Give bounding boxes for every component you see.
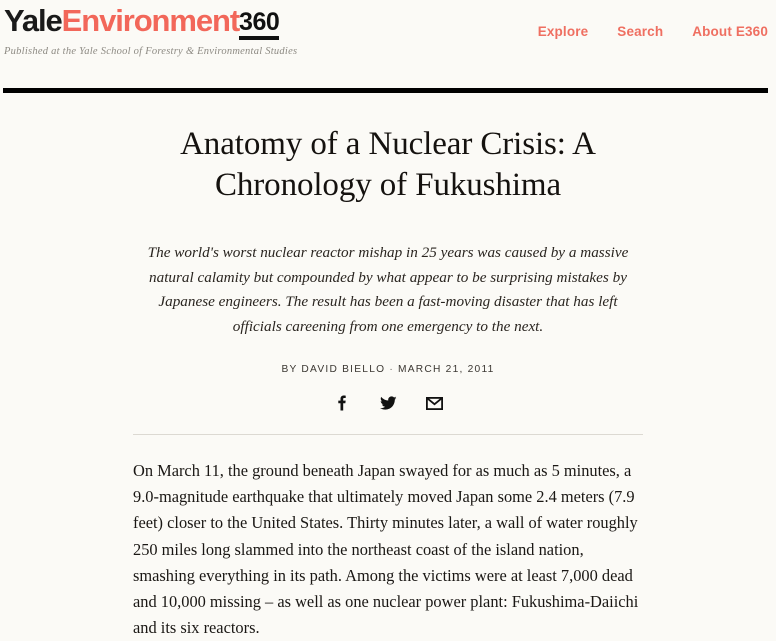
nav-link-search[interactable]: Search bbox=[617, 24, 664, 39]
share-row bbox=[133, 394, 643, 412]
article-container bbox=[133, 89, 643, 641]
page-title: Anatomy of a Nuclear Crisis: A Chronology of Fukushima bbox=[180, 126, 596, 203]
site-tagline: Published at the Yale School of Forestry & Environmental Studies bbox=[4, 46, 298, 57]
email-icon[interactable] bbox=[425, 394, 443, 412]
logo-text-environment: Environment bbox=[61, 3, 240, 38]
header-rule-divider bbox=[3, 88, 768, 93]
site-navigation bbox=[538, 24, 768, 39]
nav-link-about-e360[interactable]: About E360 bbox=[692, 24, 768, 39]
article-deck: The world's worst nuclear reactor mishap in 25 years was caused by a massive natural calamity but compounded by what appear to be surprising mistakes by Japanese engineers. The result has been a fast-moving disaster that has left officials careening from one emergency to the next. bbox=[147, 244, 629, 335]
logo-text-360: 360 bbox=[239, 9, 279, 40]
byline-author: BY DAVID BIELLO bbox=[281, 364, 386, 375]
byline bbox=[133, 364, 643, 375]
facebook-icon[interactable] bbox=[333, 394, 351, 412]
site-logo[interactable] bbox=[4, 4, 297, 41]
byline-date: MARCH 21, 2011 bbox=[397, 364, 495, 375]
article-body-paragraph: On March 11, the ground beneath Japan swayed for as much as 5 minutes, a 9.0-magnitude earthquake that ultimately moved Japan some 2.4 meters (7.9 feet) closer to the United States. Thirty minutes later, a wall of water roughly 250 miles long slammed into the northeast coast of the island nation, smashing everything in its path. Among the victims were at least 7,000 dead and 10,000 missing – as well as one nuclear power plant: Fukushima-Daiichi and its six reactors. bbox=[133, 461, 639, 638]
byline-separator: · bbox=[389, 364, 394, 375]
site-header bbox=[0, 0, 776, 89]
logo-text-yale: Yale bbox=[4, 3, 62, 38]
nav-link-explore[interactable]: Explore bbox=[537, 24, 589, 39]
twitter-icon[interactable] bbox=[379, 394, 397, 412]
site-branding bbox=[4, 4, 297, 57]
